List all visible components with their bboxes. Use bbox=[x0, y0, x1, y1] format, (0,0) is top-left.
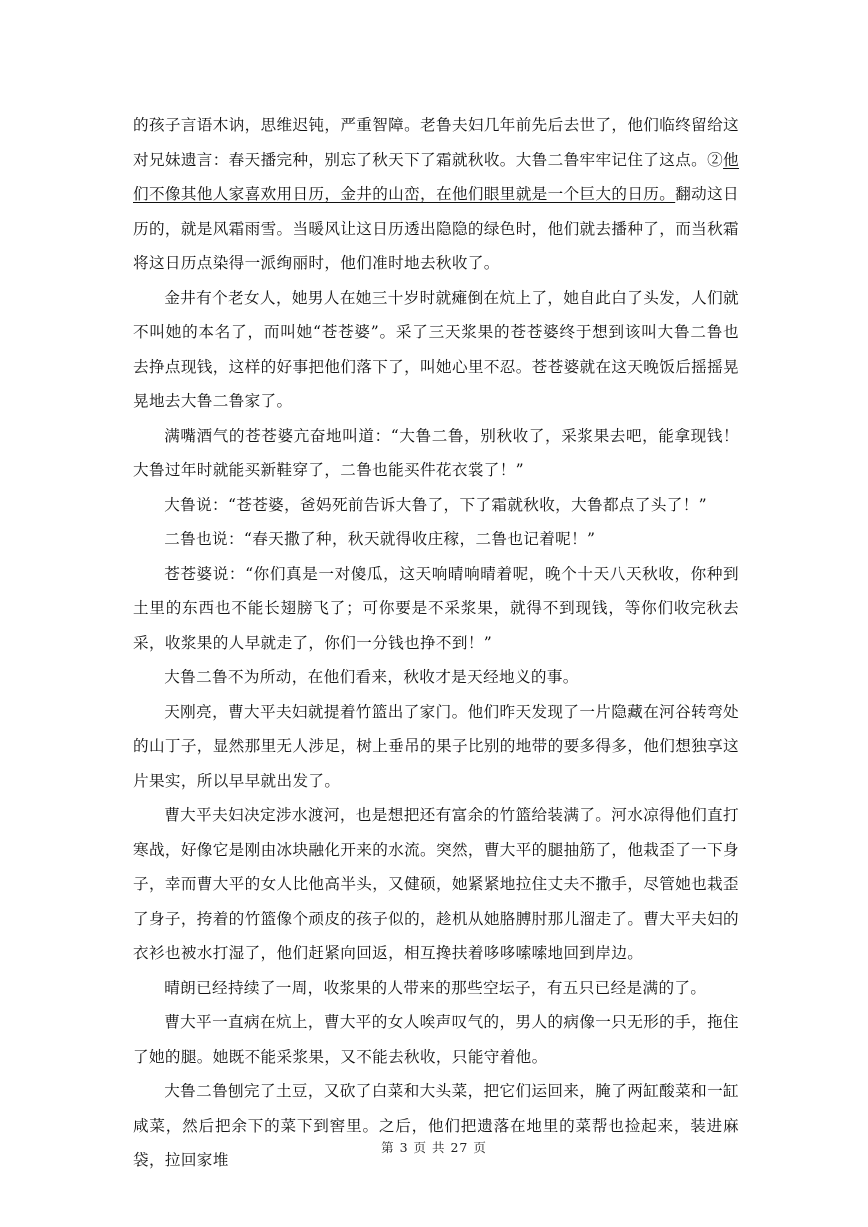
text-segment: 苍苍婆说：“你们真是一对傻瓜，这天响晴响晴着呢，晚个十天八天秋收，你种到土里的东西也不能长翅膀飞了；可你要是不采浆果，就得不到现钱，等你们收完秋去采，收浆果的人早就走了，你们一分钱也挣不到！” bbox=[133, 564, 739, 652]
paragraph bbox=[133, 522, 739, 557]
text-segment: 翻动这日历的，就是风霜雨雪。当暖风让这日历透出隐隐的绿色时，他们就去播种了，而当秋霜将这日历点染得一派绚丽时，他们准时地去秋收了。 bbox=[133, 185, 739, 272]
page-footer: 第 3 页 共 27 页 bbox=[381, 1140, 487, 1155]
paragraph bbox=[133, 108, 739, 281]
paragraph bbox=[133, 557, 739, 661]
paragraph bbox=[133, 281, 739, 419]
paragraph bbox=[133, 695, 739, 799]
text-segment: 晴朗已经持续了一周，收浆果的人带来的那些空坛子，有五只已经是满的了。 bbox=[164, 978, 707, 997]
text-segment: 满嘴酒气的苍苍婆亢奋地叫道：“大鲁二鲁，别秋收了，采浆果去吧，能拿现钱！大鲁过年时就能买新鞋穿了，二鲁也能买件花衣裳了！” bbox=[133, 426, 739, 479]
text-segment: 曹大平夫妇决定涉水渡河，也是想把还有富余的竹篮给装满了。河水凉得他们直打寒战，好像它是刚由冰块融化开来的水流。突然，曹大平的腿抽筋了，他栽歪了一下身子，幸而曹大平的女人比他高半头，又健硕，她紧紧地拉住丈夫不撒手，尽管她也栽歪了身子，挎着的竹篮像个顽皮的孩子似的，趁机从她胳膊肘那儿溜走了。曹大平夫妇的衣衫也被水打湿了，他们赶紧向回返，相互搀扶着哆哆嗦嗦地回到岸边。 bbox=[133, 806, 739, 962]
paragraph bbox=[133, 419, 739, 488]
paragraph bbox=[133, 1074, 739, 1178]
text-segment: 曹大平一直病在炕上，曹大平的女人唉声叹气的，男人的病像一只无形的手，拖住了她的腿。她既不能采浆果，又不能去秋收，只能守着他。 bbox=[133, 1013, 739, 1066]
text-segment: 二鲁也说：“春天撒了种，秋天就得收庄稼，二鲁也记着呢！” bbox=[164, 530, 596, 548]
paragraph bbox=[133, 1005, 739, 1074]
underlined-sentence: 他们不像其他人家喜欢用日历，金井的山峦，在他们眼里就是一个巨大的日历。 bbox=[133, 150, 739, 203]
text-segment: 的孩子言语木讷，思维迟钝，严重智障。老鲁夫妇几年前先后去世了，他们临终留给这对兄妹遗言：春天播完种，别忘了秋天下了霜就秋收。大鲁二鲁牢牢记住了这点。② bbox=[133, 116, 739, 169]
text-segment: 大鲁二鲁不为所动，在他们看来，秋收才是天经地义的事。 bbox=[164, 668, 579, 686]
paragraph bbox=[133, 798, 739, 971]
paragraph bbox=[133, 488, 739, 523]
text-segment: 金井有个老女人，她男人在她三十岁时就瘫倒在炕上了，她自此白了头发，人们就不叫她的本名了，而叫她“苍苍婆”。采了三天浆果的苍苍婆终于想到该叫大鲁二鲁也去挣点现钱，这样的好事把他们落下了，叫她心里不忍。苍苍婆就在这天晚饭后摇摇晃晃地去大鲁二鲁家了。 bbox=[133, 288, 739, 410]
paragraph bbox=[133, 660, 739, 695]
text-segment: 大鲁二鲁刨完了土豆，又砍了白菜和大头菜，把它们运回来，腌了两缸酸菜和一缸咸菜，然后把余下的菜下到窖里。之后，他们把遗落在地里的菜帮也捡起来，装进麻袋，拉回家堆 bbox=[133, 1082, 739, 1169]
body-text bbox=[133, 108, 739, 1178]
paragraph bbox=[133, 971, 739, 1006]
text-segment: 大鲁说：“苍苍婆，爸妈死前告诉大鲁了，下了霜就秋收，大鲁都点了头了！” bbox=[164, 495, 707, 514]
text-segment: 天刚亮，曹大平夫妇就提着竹篮出了家门。他们昨天发现了一片隐藏在河谷转弯处的山丁子，显然那里无人涉足，树上垂吊的果子比别的地带的要多得多，他们想独享这片果实，所以早早就出发了。 bbox=[133, 702, 739, 790]
